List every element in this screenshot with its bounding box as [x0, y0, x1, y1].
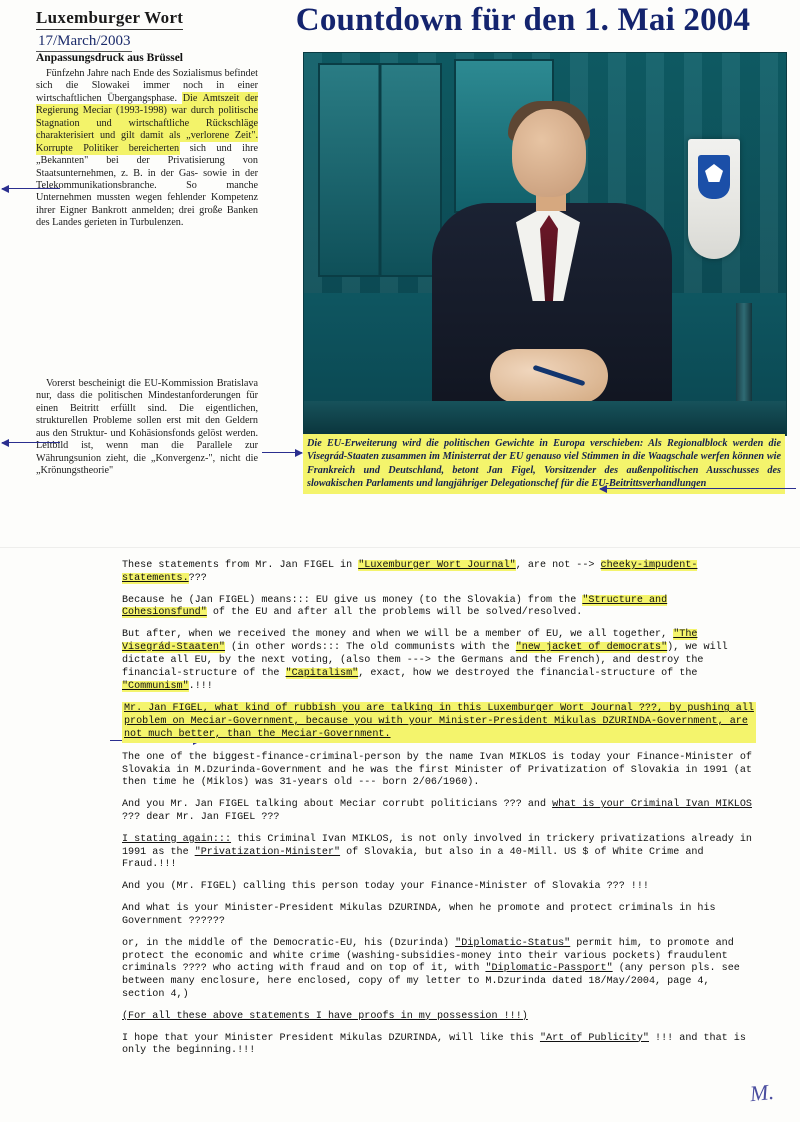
paragraph-1-tail: sich und ihre „Bekannten" bei der Privatisierung von Staatsunternehmen, z. B. in der Gas- sowie in der Telekommunikationsbranche. So manche Unternehmen mussten wegen fehlender Kompetenz ihrer Eigner Bankrott anmelden; drei große Banken des Landes gerieten in Turbulenzen. — [36, 142, 258, 229]
arrow-to-caption-right — [600, 488, 796, 489]
p8-text: And you (Mr. FIGEL) calling this person today your Finance-Minister of Slovakia ??? !!! — [122, 881, 649, 893]
p10-part-b: permit him, to promote and protect the economic and white crime (washing-subsidies-money into their various pockets) fraudulent criminals ???? who acting with fraud and on top of it, with — [122, 937, 734, 975]
arrow-to-structural-funds-paragraph — [2, 442, 60, 443]
p10-diplomatic-passport: "Diplomatic-Passport" — [485, 963, 613, 975]
handwritten-signature: M. — [748, 1078, 776, 1107]
photo-window-left — [318, 63, 442, 277]
p7-privatization-minister: "Privatization-Minister" — [194, 846, 341, 858]
article-kicker: Anpassungsdruck aus Brüssel — [36, 52, 184, 64]
p7-stating-again: I stating again::: — [122, 833, 232, 845]
paragraph-2-lead: Vorerst bescheinigt die EU-Kommission Bratislava nur, dass die politischen Mindestanforderungen für einen Beitritt erfüllt sind. Die eigentlichen, strukturellen Probleme sollen erst mit den — [36, 378, 258, 427]
article-column-1 — [36, 68, 258, 238]
p7-part-a: this Criminal Ivan MIKLOS, is not only involved in trickery privatizations already in 1991 as the — [122, 833, 752, 858]
p6-miklos-question: what is your Criminal Ivan MIKLOS — [552, 799, 752, 811]
article-column-2 — [36, 378, 258, 478]
p3-part-e: .!!! — [188, 680, 213, 692]
photo-caption: Die EU-Erweiterung wird die politischen Gewichte in Europa verschieben: Als Regionalblock werden die Visegrád-Staaten zusammen im Ministerrat der EU genauso viel Stimmen in die Waagschale werfen können wie Frankreich und Deutschland, betont Jan Figel, Vorsitzender des außenpolitischen Ausschusses des slowakischen Parlaments und langjähriger Delegationschef für die EU-Beitrittsverhandlungen — [303, 434, 785, 494]
letter-paragraph-5 — [122, 752, 756, 790]
masthead-title: Luxemburger Wort — [36, 8, 183, 30]
p3-part-c: ), we will dictate all EU, by the next voting, (also them ---> the Germans and the French), and destroy the financial-structure of the — [122, 642, 728, 679]
letter-paragraph-8 — [122, 881, 756, 894]
p2-fund-name: "Structure and Cohesionsfund" — [122, 594, 668, 619]
letter-paragraph-3 — [122, 629, 756, 693]
paragraph-2-tail: Leitbild ist, wenn man die Parallele zur Währungsunion zieht, die „Konvergenz-", nicht die „Krönungstheorie" — [36, 440, 258, 477]
letter-paragraph-7 — [122, 834, 756, 872]
article-paragraph-2 — [36, 378, 258, 478]
letter-paragraph-2 — [122, 595, 756, 621]
letter-paragraph-9 — [122, 903, 756, 929]
slovak-flag-icon — [688, 139, 740, 259]
page-headline: Countdown für den 1. Mai 2004 — [295, 2, 751, 38]
p3-visegrad: "The Visegrád-Staaten" — [122, 629, 698, 654]
p12-part-b: !!! and that is only the beginning.!!! — [122, 1032, 746, 1057]
p1-part-c: ??? — [188, 572, 207, 584]
typed-letter-body — [122, 560, 756, 1067]
p11-proofs-statement: (For all these above statements I have proofs in my possession !!!) — [122, 1010, 528, 1022]
paragraph-1-highlight: Die Amtszeit der Regierung Meciar (1993-1998) war durch politische Stagnation und wirtschaftliche Rückschläge charakterisiert und gilt damit als „verlorene Zeit". Korrupte Politiker bereicherten — [36, 92, 258, 154]
letter-paragraph-1 — [122, 560, 756, 586]
p10-diplomatic-status: "Diplomatic-Status" — [455, 937, 571, 949]
arrow-to-caption-left — [262, 452, 302, 453]
p12-art-of-publicity: "Art of Publicity" — [539, 1032, 649, 1044]
p7-part-b: of Slovakia, but also in a 40-Mill. US $ of White Crime and Fraud.!!! — [122, 846, 704, 871]
photo-person-face — [512, 109, 586, 197]
letter-paragraph-11 — [122, 1011, 756, 1024]
arrow-to-meciar-paragraph — [2, 188, 60, 189]
article-photo — [303, 52, 787, 436]
p1-part-a: These statements from Mr. Jan FIGEL in — [122, 560, 359, 571]
p4-figel-accusation: Mr. Jan FIGEL, what kind of rubbish you are talking in this Luxemburger Wort Journal ???, by pushing all problem on Meciar-Government, because you with your Minister-President Mikulas DZURINDA-Government, are not much better, than the Meciar-Government. — [122, 702, 756, 742]
p1-journal-name: "Luxemburger Wort Journal" — [358, 560, 516, 571]
photo-desk — [304, 401, 786, 435]
p1-cheeky-statements: cheeky-impudent-statements. — [122, 560, 698, 584]
p3-communism: "Communism" — [122, 680, 189, 692]
letter-paragraph-4-highlighted — [122, 702, 756, 742]
flag-emblem — [698, 155, 730, 199]
p1-part-b: , are not --> — [515, 560, 601, 571]
p12-part-a: I hope that your Minister President Mikulas DZURINDA, will like this — [122, 1032, 540, 1044]
p10-part-a: or, in the middle of the Democratic-EU, his (Dzurinda) — [122, 937, 456, 949]
newspaper-masthead — [36, 8, 226, 52]
paragraph-1-lead: Fünfzehn Jahre nach Ende des Sozialismus befindet sich die Slowakei immer noch in einer wirtschaftlichen Übergangsphase. — [36, 68, 258, 104]
letter-paragraph-10 — [122, 938, 756, 1002]
scan-divider — [0, 547, 800, 548]
p10-part-c: (any person pls. see between many enclosure, here enclosed, copy of my letter to M.Dzurinda dated 18/May/2004, page 4, section 4,) — [122, 963, 740, 1000]
p9-text: And what is your Minister-President Mikulas DZURINDA, when he promote and protect criminals in his Government ?????? — [122, 903, 716, 927]
p3-capitalism: "Capitalism" — [285, 667, 359, 679]
p6-part-b: ??? dear Mr. Jan FIGEL ??? — [122, 812, 280, 823]
p3-part-d: , exact, how we destroyed the financial-structure of the — [358, 667, 698, 679]
p3-new-jacket: "new jacket of democrats" — [515, 642, 668, 654]
photo-person-hands — [490, 349, 608, 403]
article-paragraph-1 — [36, 68, 258, 230]
p2-part-a: Because he (Jan FIGEL) means::: EU give us money (to the Slovakia) from the — [122, 594, 583, 606]
p6-part-a: And you Mr. Jan FIGEL talking about Meciar corrubt politicians ??? and — [122, 799, 553, 811]
masthead-date: 17/March/2003 — [36, 33, 132, 52]
p3-part-a: But after, when we received the money and when we will be a member of EU, we all together, — [122, 629, 674, 641]
p2-part-b: of the EU and after all the problems will be solved/resolved. — [206, 607, 583, 619]
paragraph-2-highlight: Geldern aus den Struktur- und Kohäsionsfonds gelöst werden. — [36, 415, 258, 439]
letter-paragraph-6 — [122, 799, 756, 825]
letter-paragraph-12 — [122, 1033, 756, 1059]
p5-text: The one of the biggest-finance-criminal-person by the name Ivan MIKLOS is today your Finance-Minister of Slovakia in M.Dzurinda-Government and he was the first Minister of Privatization of Slovakia in 1991 (at then time he (Miklos) was 31-years old --- born 2/06/1960). — [122, 751, 752, 789]
p3-part-b: (in other words::: The old communists with the — [224, 642, 516, 654]
